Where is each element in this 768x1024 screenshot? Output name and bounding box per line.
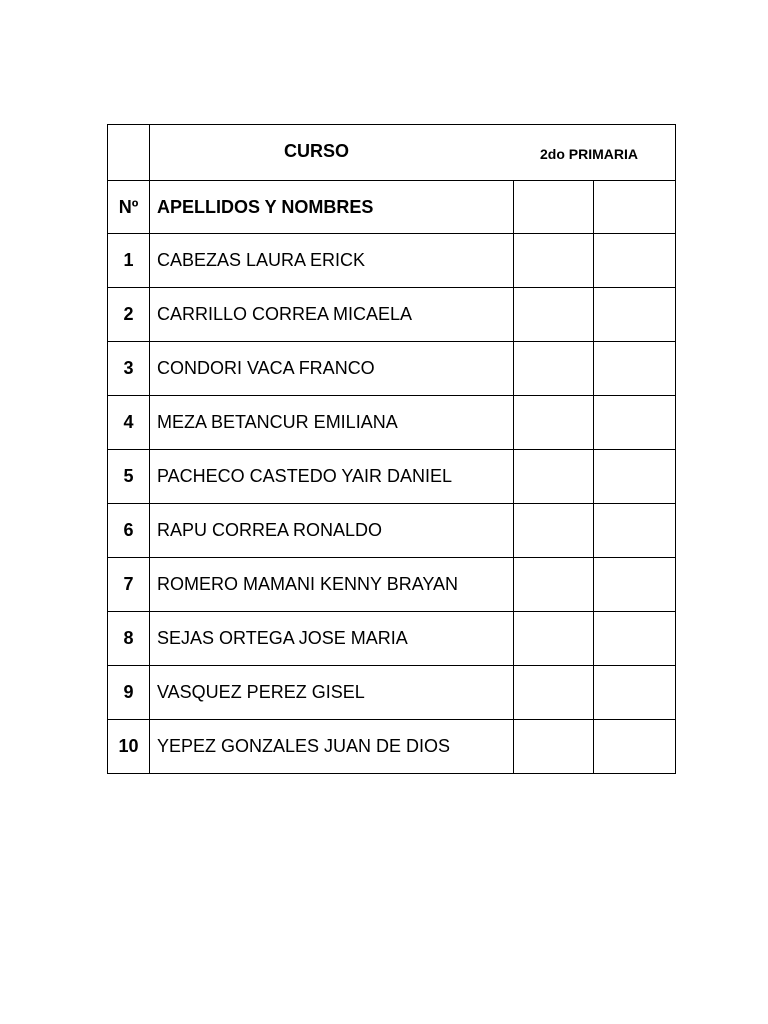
blank-cell bbox=[514, 288, 594, 342]
blank-cell bbox=[594, 342, 676, 396]
student-number: 10 bbox=[108, 720, 150, 774]
names-header: APELLIDOS Y NOMBRES bbox=[150, 181, 514, 234]
blank-cell bbox=[594, 450, 676, 504]
table-row bbox=[108, 666, 676, 720]
student-name: VASQUEZ PEREZ GISEL bbox=[150, 666, 514, 720]
student-number: 7 bbox=[108, 558, 150, 612]
student-number: 9 bbox=[108, 666, 150, 720]
student-name: CONDORI VACA FRANCO bbox=[150, 342, 514, 396]
blank-cell bbox=[594, 666, 676, 720]
blank-cell bbox=[594, 558, 676, 612]
blank-cell bbox=[514, 612, 594, 666]
student-number: 1 bbox=[108, 234, 150, 288]
student-number: 5 bbox=[108, 450, 150, 504]
blank-cell bbox=[514, 342, 594, 396]
student-name: ROMERO MAMANI KENNY BRAYAN bbox=[150, 558, 514, 612]
student-number: 4 bbox=[108, 396, 150, 450]
course-row bbox=[108, 125, 676, 181]
student-name: PACHECO CASTEDO YAIR DANIEL bbox=[150, 450, 514, 504]
student-name: RAPU CORREA RONALDO bbox=[150, 504, 514, 558]
blank-column-header bbox=[594, 181, 676, 234]
student-name: CARRILLO CORREA MICAELA bbox=[150, 288, 514, 342]
student-roster-table bbox=[107, 124, 676, 774]
table-row bbox=[108, 234, 676, 288]
student-name: SEJAS ORTEGA JOSE MARIA bbox=[150, 612, 514, 666]
blank-column-header bbox=[514, 181, 594, 234]
student-name: CABEZAS LAURA ERICK bbox=[150, 234, 514, 288]
table-row bbox=[108, 612, 676, 666]
blank-cell bbox=[514, 720, 594, 774]
empty-corner-cell bbox=[108, 125, 150, 181]
table-row bbox=[108, 504, 676, 558]
blank-cell bbox=[514, 450, 594, 504]
blank-cell bbox=[514, 504, 594, 558]
student-number: 3 bbox=[108, 342, 150, 396]
roster-body bbox=[108, 125, 676, 774]
blank-cell bbox=[514, 558, 594, 612]
blank-cell bbox=[514, 234, 594, 288]
student-name: MEZA BETANCUR EMILIANA bbox=[150, 396, 514, 450]
table-row bbox=[108, 396, 676, 450]
student-number: 6 bbox=[108, 504, 150, 558]
header-row bbox=[108, 181, 676, 234]
student-number: 8 bbox=[108, 612, 150, 666]
table-row bbox=[108, 558, 676, 612]
course-label: CURSO bbox=[284, 141, 350, 161]
table-row bbox=[108, 288, 676, 342]
blank-cell bbox=[594, 720, 676, 774]
blank-cell bbox=[594, 612, 676, 666]
table-row bbox=[108, 450, 676, 504]
blank-cell bbox=[594, 396, 676, 450]
blank-cell bbox=[514, 396, 594, 450]
student-name: YEPEZ GONZALES JUAN DE DIOS bbox=[150, 720, 514, 774]
blank-cell bbox=[514, 666, 594, 720]
blank-cell bbox=[594, 504, 676, 558]
number-header: Nº bbox=[108, 181, 150, 234]
course-cell bbox=[150, 125, 676, 181]
blank-cell bbox=[594, 288, 676, 342]
student-number: 2 bbox=[108, 288, 150, 342]
course-value: 2do PRIMARIA bbox=[540, 146, 638, 162]
table-row bbox=[108, 342, 676, 396]
blank-cell bbox=[594, 234, 676, 288]
table-row bbox=[108, 720, 676, 774]
